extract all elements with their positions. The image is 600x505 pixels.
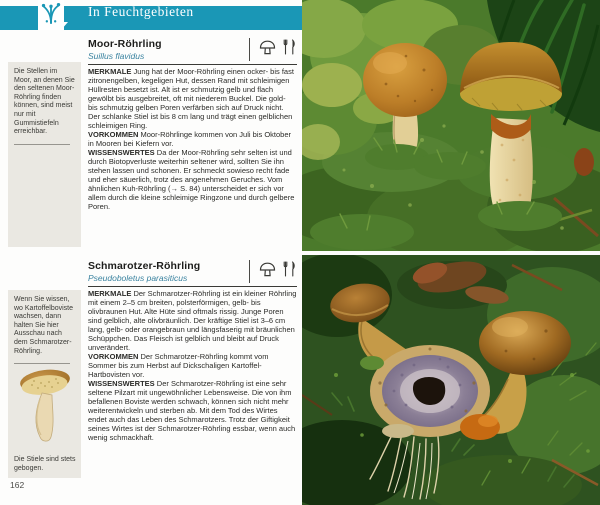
section-label: VORKOMMEN [88,352,139,361]
note-divider [14,144,70,145]
section-label: MERKMALE [88,289,132,298]
photo-schmarotzer-roehrling [302,255,600,505]
sidebar-note-moor [8,62,81,247]
section-label: WISSENSWERTES [88,148,155,157]
mushroom-icon [259,40,276,60]
heading-rule [88,64,297,65]
fork-knife-icon [283,261,296,282]
chapter-logo-tab [38,0,64,30]
sidebar-note-text: Die Stellen im Moor, an denen Sie den seltenen Moor-Röhrling finden können, sind meist nur mit Gummistiefeln erreichbar. [14,68,75,136]
section-text: Jung hat der Moor-Röhrling einen ocker- bis fast zitronengelben, kegeligen Hut, dessen Rand mit schleimigen Hüllresten besetzt ist. Alt ist er schmutzig gelb und flach gewölbt bis ausgebreitet, oft mit niederem Buckel. Die gold- bis schmutzig gelben Poren verfärben sich auf Druck nicht. Der schlanke Stiel ist bis 8 cm lang und trägt einen gelblichen schleimigen Ring. [88,67,294,130]
section-text: Moor-Röhrlinge kommen von Juli bis Oktober in Mooren bei Kiefern vor. [88,130,291,148]
section-vorkommen [88,130,297,148]
illustration-caption: Die Stiele sind stets gebogen. [14,456,76,472]
mushroom-icon [259,262,276,282]
section-label: MERKMALE [88,67,132,76]
chapter-title: In Feuchtgebieten [88,4,194,19]
species-entry-schmarotzer-roehrling [88,260,297,442]
section-label: WISSENSWERTES [88,379,155,388]
section-text: Der Schmarotzer-Röhrling ist ein kleiner Röhrling mit einem 2–5 cm breiten, polsterförmigen, gelb- bis olivbraunen Hut. Alte Hüte sind oftmals rissig. Junge Poren sind gelblich, alte olivbräunlich. Der kräftige Stiel ist 3–6 cm lang, gelb- oder orangebraun und längsfaserig mit bräunlichen Schüppchen. Das Fleisch ist gelblich und bleibt auf Druck unverändert. [88,289,297,352]
sidebar-note-text: Wenn Sie wissen, wo Kartoffelboviste wachsen, dann halten Sie hier Ausschau nach dem Schmarotzer-Röhrling. [14,296,74,355]
mushroom-illustration [16,369,74,453]
species-latin-name: Pseudoboletus parasiticus [88,273,188,283]
section-text: Der Schmarotzer-Röhrling ist eine sehr seltene Pilzart mit ungewöhnlicher Lebensweise. Die von ihm befallenen Boviste werden schwach, können sich nicht mehr weiterentwickeln und sterben ab. Mit dem Tod des Wirtes endet auch das Leben des Schmarotzers. Trotz der Giftigkeit seines Wirtes ist der Schmarotzer-Röhrling essbar, wenn auch wenig schmackhaft. [88,379,296,442]
page-number: 162 [10,480,25,490]
sidebar-note-schmarotzer [8,290,81,478]
edibility-icons [249,38,296,61]
species-title: Schmarotzer-Röhrling [88,260,201,272]
photo-moor-roehrling [302,0,600,251]
section-merkmale [88,67,297,130]
species-title: Moor-Röhrling [88,38,162,50]
section-text: Da der Moor-Röhrling sehr selten ist und durch Biotopverluste weiterhin seltener wird, sollten Sie ihn stehen lassen und schonen. Er schmeckt sowieso recht fade und eher säuerlich, trotz des angenehmen Geruches. Vom ähnlichen Kuh-Röhrling (→ S. 84) unterscheidet er sich vor allem durch die kleine schleimige Ringzone und durch gelbere Poren. [88,148,295,211]
section-wissenswertes [88,379,297,442]
heading-rule [88,286,297,287]
species-entry-moor-roehrling [88,38,297,211]
section-label: VORKOMMEN [88,130,139,139]
section-text: Der Schmarotzer-Röhrling kommt vom Sommer bis zum Herbst auf Dickschaligen Kartoffel-Hartbovisten vor. [88,352,269,379]
note-divider [14,363,70,364]
species-latin-name: Suillus flavidus [88,51,145,61]
section-vorkommen [88,352,297,379]
fork-knife-icon [283,39,296,60]
edibility-icons [249,260,296,283]
section-merkmale [88,289,297,352]
section-wissenswertes [88,148,297,211]
reed-grass-icon [41,1,61,30]
